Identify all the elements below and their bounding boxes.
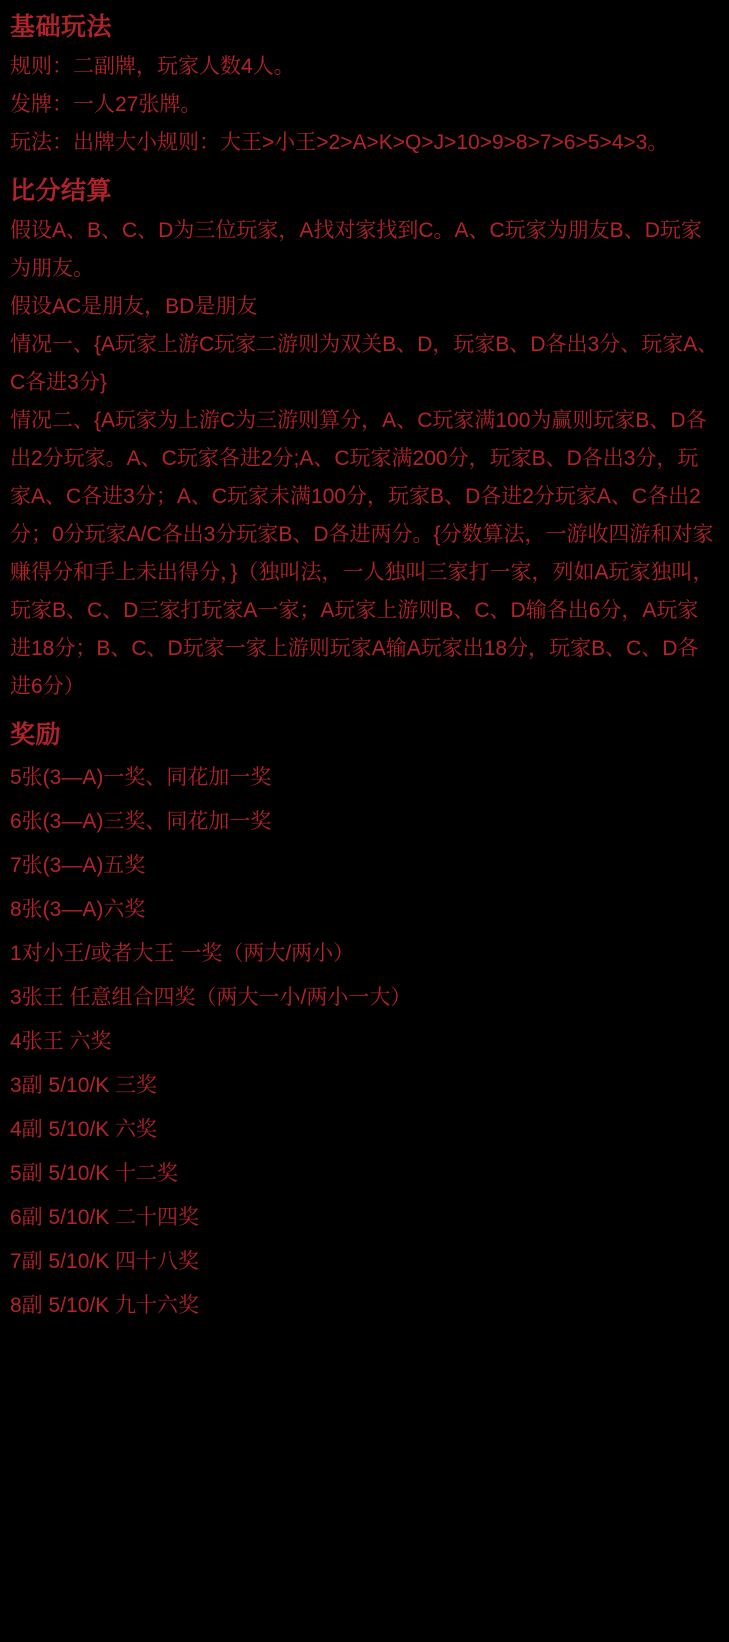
list-item: 1对小王/或者大王 一奖（两大/两小）: [10, 942, 355, 965]
list-item: 6张(3—A)三奖、同花加一奖: [10, 810, 272, 833]
section-scoring: [10, 172, 719, 706]
paragraph-case-one: 情况一、{A玩家上游C玩家二游则为双关B、D，玩家B、D各出3分、玩家A、C各进3分}: [10, 333, 719, 394]
section-rewards: [10, 716, 719, 1328]
section-body-basic-rules: [10, 48, 719, 162]
section-title-basic-rules: 基础玩法: [10, 13, 113, 41]
paragraph-case-two: 情况二、{A玩家为上游C为三游则算分，A、C玩家满100为赢则玩家B、D各出2分玩家。A、C玩家各进2分;A、C玩家满200分，玩家B、D各出3分，玩家A、C各进3分；A、C玩家未满100分，玩家B、D各进2分玩家A、C各出2分；0分玩家A/C各出3分玩家B、D各进两分。{分数算法，一游收四游和对家赚得分和手上未出得分，}（独叫法，一人独叫三家打一家，列如A玩家独叫，玩家B、C、D三家打玩家A一家；A玩家上游则B、C、D输各出6分，A玩家进18分；B、C、D玩家一家上游则玩家A输A玩家出18分，玩家B、C、D各进6分）: [10, 409, 714, 698]
list-item: 3张王 任意组合四奖（两大一小/两小一大）: [10, 986, 412, 1009]
section-title-rewards: 奖励: [10, 721, 62, 749]
list-item: 8副 5/10/K 九十六奖: [10, 1294, 200, 1317]
paragraph-rule: 规则：二副牌，玩家人数4人。: [10, 55, 295, 78]
list-item: 4张王 六奖: [10, 1030, 112, 1053]
section-basic-rules: [10, 8, 719, 162]
list-item: 8张(3—A)六奖: [10, 898, 146, 921]
paragraph-partners: 假设AC是朋友，BD是朋友: [10, 295, 258, 318]
list-item: 4副 5/10/K 六奖: [10, 1118, 158, 1141]
list-item: 7副 5/10/K 四十八奖: [10, 1250, 200, 1273]
list-item: 6副 5/10/K 二十四奖: [10, 1206, 200, 1229]
section-body-scoring: [10, 212, 719, 706]
paragraph-players: 假设A、B、C、D为三位玩家，A找对家找到C。A、C玩家为朋友B、D玩家为朋友。: [10, 219, 702, 280]
paragraph-deal: 发牌：一人27张牌。: [10, 93, 202, 116]
list-item: 7张(3—A)五奖: [10, 854, 146, 877]
section-title-scoring: 比分结算: [10, 177, 113, 205]
paragraph-play-order: 玩法：出牌大小规则：大王>小王>2>A>K>Q>J>10>9>8>7>6>5>4>3。: [10, 131, 669, 154]
list-item: 5张(3—A)一奖、同花加一奖: [10, 766, 272, 789]
list-item: 3副 5/10/K 三奖: [10, 1074, 158, 1097]
rewards-list: [10, 756, 719, 1328]
list-item: 5副 5/10/K 十二奖: [10, 1162, 179, 1185]
